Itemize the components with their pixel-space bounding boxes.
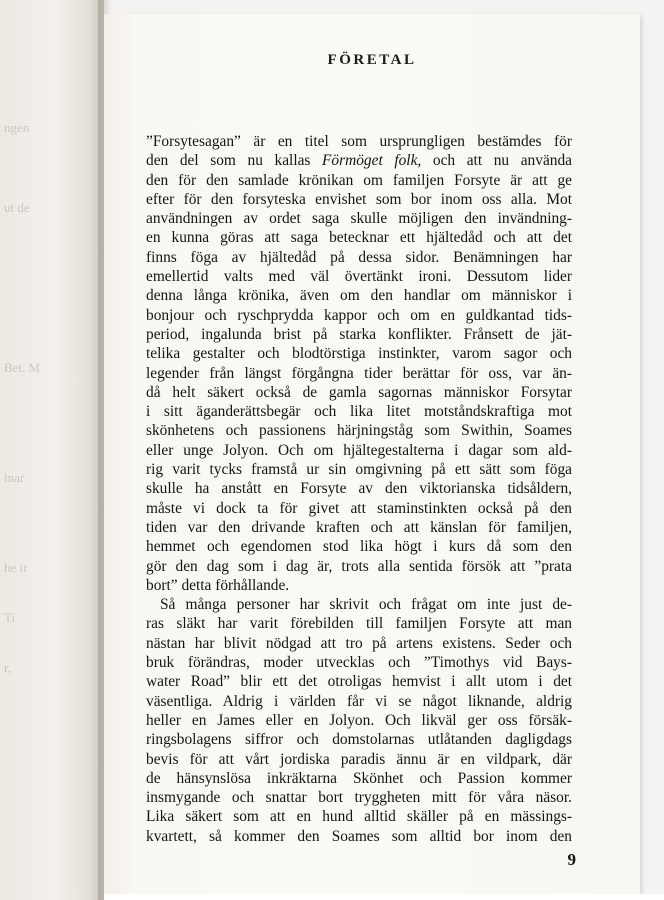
body-text xyxy=(146,132,572,846)
text-fragment: och att nu använda xyxy=(421,152,572,170)
photo-bottom-margin xyxy=(104,894,664,900)
text-line: skulle ha anstått en Forsyte av den viktorianska tidsåldern, xyxy=(146,480,572,498)
text-line: water Road” blir ett det otroligas hemvist i allt utom i det xyxy=(146,673,572,691)
text-line: skönhetens och passionens härjningståg som Swithin, Soames xyxy=(146,422,572,440)
text-fragment: den del som nu kallas xyxy=(146,152,323,170)
text-line: gör den dag som i dag är, trots alla sentida försök att ”prata xyxy=(146,557,572,575)
page-number: 9 xyxy=(567,850,576,869)
text-line: bort” detta förhållande. xyxy=(146,576,290,594)
text-line: måste vi dock ta för givet att staminstinkten också på den xyxy=(146,499,572,517)
running-head: FÖRETAL xyxy=(327,52,417,68)
text-line xyxy=(146,151,572,170)
text-line: väsentliga. Aldrig i världen får vi se något liknande, aldrig xyxy=(146,692,572,710)
text-line: Så många personer har skrivit och frågat om inte just de- xyxy=(160,596,572,614)
text-line: tiden var den drivande kraften och att känslan för familjen, xyxy=(146,518,572,536)
text-line: ”Forsytesagan” är en titel som ursprungligen bestämdes för xyxy=(146,133,572,150)
left-page-edge: ngen ut de Bet. M lnar he ir Ti r, xyxy=(0,0,104,900)
text-line: eller unge Jolyon. Och om hjältegestalterna i dagar som ald- xyxy=(146,441,572,459)
text-line: kvartett, så kommer den Soames som alltid bor inom den xyxy=(146,827,572,845)
text-line: i sitt äganderättsbegär och lika litet motståndskraftiga mot xyxy=(146,403,572,421)
text-line: ras släkt har varit förebilden till familjen Forsyte att man xyxy=(146,615,572,633)
text-line: ringsbolagens siffror och domstolarnas utlåtanden dagligdags xyxy=(146,731,572,749)
text-line: den för den samlade krönikan om familjen Forsyte är att ge xyxy=(146,171,572,189)
text-line: bonjour och ryschprydda kappor och om en guldkantad tids- xyxy=(146,306,572,324)
text-line: en kunna göras att saga betecknar ett hjältedåd och att det xyxy=(146,229,572,247)
book-title-italic: Förmöget folk, xyxy=(322,152,422,170)
text-line: de hänsynslösa inkräktarna Skönhet och Passion kommer xyxy=(146,769,572,787)
text-line: hemmet och egendomen stod lika högt i kurs då som den xyxy=(146,538,572,556)
text-line: telika gestalter och blodtörstiga instinkter, varom sagor och xyxy=(146,345,572,363)
text-line: heller en James eller en Jolyon. Och likväl ger oss försäk- xyxy=(146,711,572,729)
text-line: finns föga av hjältedåd på dessa sidor. Benämningen har xyxy=(146,248,572,266)
text-line: Lika säkert som att en hund alltid skäller på en mässings- xyxy=(146,808,572,826)
text-line: period, ingalunda brist på starka konflikter. Frånsett de jät- xyxy=(146,325,572,343)
text-line: insmygande och snattar bort tryggheten mitt för våra näsor. xyxy=(146,789,572,807)
text-line: bruk förändras, moder utvecklas och ”Timothys vid Bays- xyxy=(146,654,572,672)
text-line: emellertid valts med väl övertänkt ironi. Dessutom lider xyxy=(146,268,572,286)
text-line: denna långa krönika, även om den handlar om människor i xyxy=(146,287,572,305)
text-line: användningen av ordet saga skulle möjligen den invändning- xyxy=(146,210,572,228)
text-line: bevis för att vårt jordiska paradis ännu är en vildpark, där xyxy=(146,750,572,768)
text-line: rig varit tycks framstå ur sin omgivning på ett sätt som föga xyxy=(146,461,572,479)
text-line: efter för den forsyteska envishet som bor inom oss alla. Mot xyxy=(146,190,572,208)
text-line: legender från längst förgångna tider berättar för oss, var än- xyxy=(146,364,572,382)
text-line: nästan har blivit nödgad att tro på artens existens. Seder och xyxy=(146,634,572,652)
text-line: då helt säkert också de gamla sagornas människor Forsytar xyxy=(146,383,572,401)
